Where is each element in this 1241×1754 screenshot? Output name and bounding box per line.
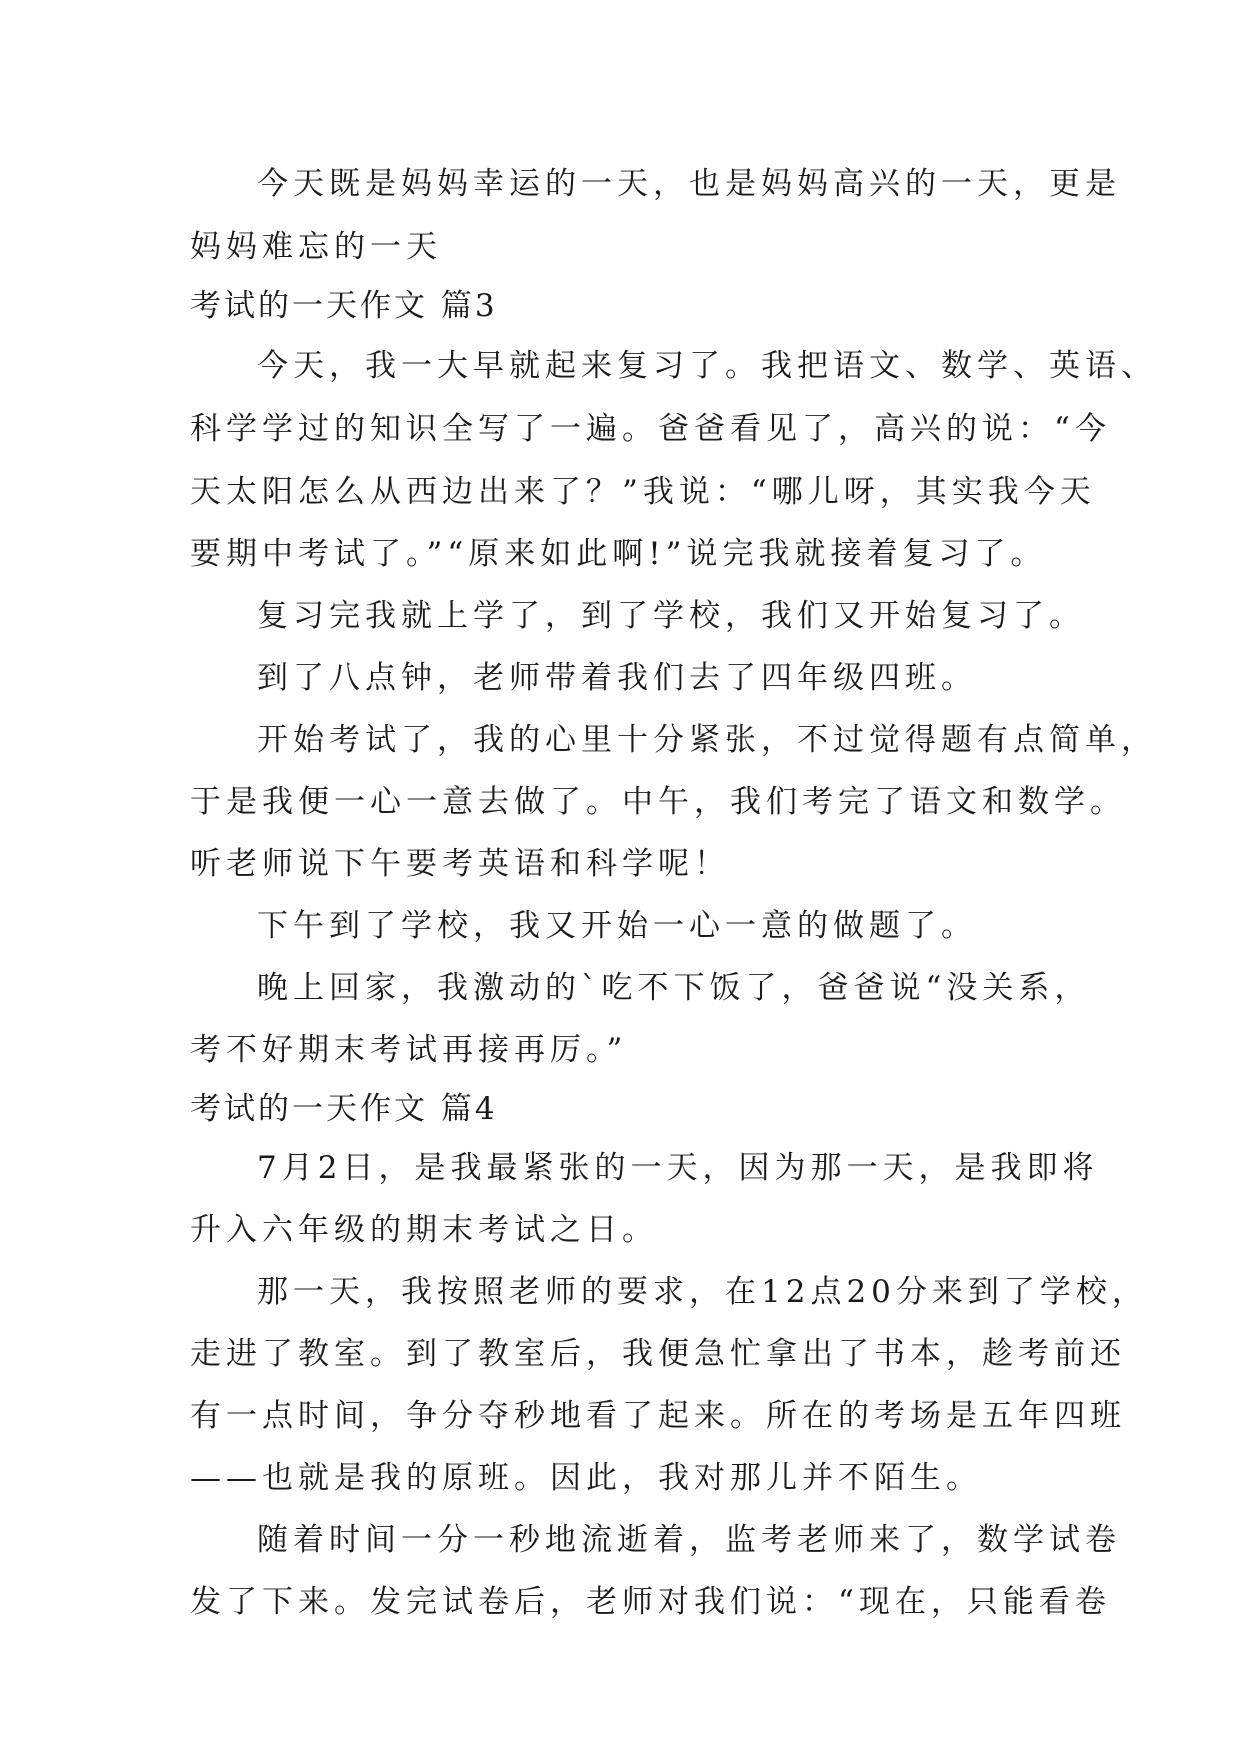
paragraph-line: 随着时间一分一秒地流逝着，监考老师来了，数学试卷 [257,1522,1121,1558]
paragraph-line: ——也就是我的原班。因此，我对那儿并不陌生。 [190,1460,982,1496]
paragraph-line: 有一点时间，争分夺秒地看了起来。所在的考场是五年四班 [190,1398,1126,1434]
paragraph-line: 听老师说下午要考英语和科学呢！ [190,846,730,882]
paragraph-line: 开始考试了，我的心里十分紧张，不过觉得题有点简单， [257,722,1157,758]
paragraph-line: 那一天，我按照老师的要求，在12点20分来到了学校， [257,1274,1148,1310]
paragraph-line: 复习完我就上学了，到了学校，我们又开始复习了。 [257,598,1085,634]
paragraph-line: 天太阳怎么从西边出来了？”我说：“哪儿呀，其实我今天 [190,474,1096,510]
paragraph-line: 于是我便一心一意去做了。中午，我们考完了语文和数学。 [190,784,1126,820]
paragraph-line: 晚上回家，我激动的`吃不下饭了，爸爸说“没关系， [257,970,1091,1006]
paragraph-line: 考不好期末考试再接再厉。” [190,1032,628,1068]
paragraph-line: 发了下来。发完试卷后，老师对我们说：“现在，只能看卷 [190,1584,1111,1620]
paragraph-line: 今天，我一大早就起来复习了。我把语文、数学、英语、 [257,348,1157,384]
section-heading: 考试的一天作文 篇4 [190,1091,498,1127]
paragraph-line: 今天既是妈妈幸运的一天，也是妈妈高兴的一天，更是 [257,166,1121,202]
paragraph-line: 到了八点钟，老师带着我们去了四年级四班。 [257,660,977,696]
paragraph-line: 7月2日，是我最紧张的一天，因为那一天，是我即将 [257,1150,1099,1186]
paragraph-line: 升入六年级的期末考试之日。 [190,1212,658,1248]
paragraph-line: 要期中考试了。”“原来如此啊!”说完我就接着复习了。 [190,536,1047,572]
paragraph-line: 科学学过的知识全写了一遍。爸爸看见了，高兴的说：“今 [190,411,1111,447]
paragraph-line: 妈妈难忘的一天 [190,229,442,265]
paragraph-line: 下午到了学校，我又开始一心一意的做题了。 [257,908,977,944]
paragraph-line: 走进了教室。到了教室后，我便急忙拿出了书本，趁考前还 [190,1336,1126,1372]
section-heading: 考试的一天作文 篇3 [190,288,498,324]
